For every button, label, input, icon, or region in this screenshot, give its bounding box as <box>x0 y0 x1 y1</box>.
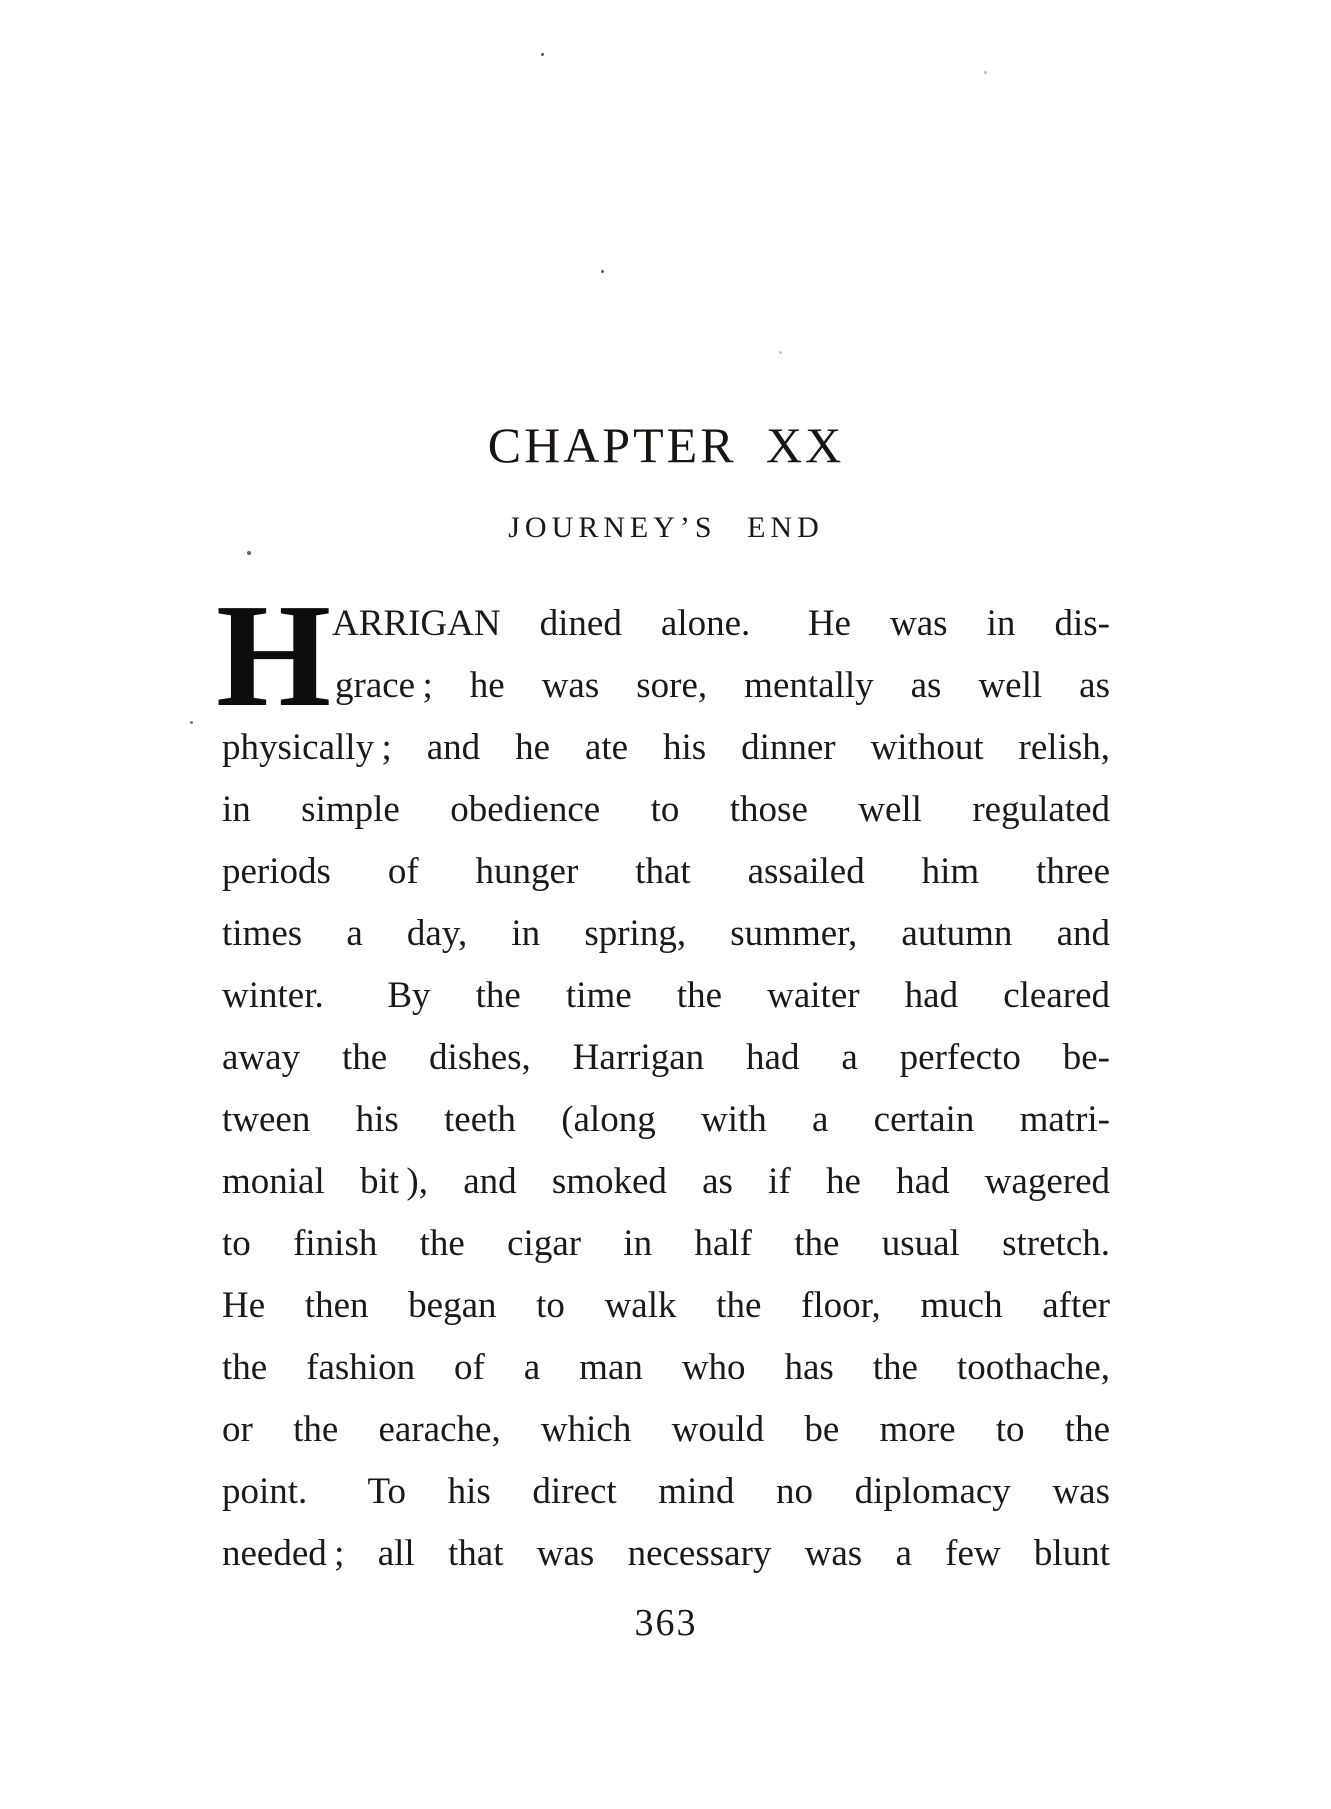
section-subtitle: JOURNEY’S END <box>508 511 824 544</box>
drop-cap-letter: H <box>216 574 332 738</box>
text-line: grace ; he was sore, mentally as well as <box>335 665 1110 706</box>
text-line: ARRIGAN dined alone. He was in dis- <box>332 603 1110 644</box>
text-line: monial bit ), and smoked as if he had wagered <box>222 1161 1110 1202</box>
text-line: winter. By the time the waiter had cleared <box>222 975 1110 1016</box>
scan-speck <box>984 71 987 74</box>
text-line: times a day, in spring, summer, autumn and <box>222 913 1110 954</box>
text-line: point. To his direct mind no diplomacy was <box>222 1471 1110 1512</box>
chapter-title: CHAPTER XX <box>487 417 845 473</box>
text-line: tween his teeth (along with a certain matri- <box>222 1099 1110 1140</box>
text-line: needed ; all that was necessary was a few blunt <box>222 1533 1110 1574</box>
text-line: physically ; and he ate his dinner without relish, <box>222 727 1110 768</box>
text-line: away the dishes, Harrigan had a perfecto be- <box>222 1037 1110 1078</box>
text-line: to finish the cigar in half the usual stretch. <box>222 1223 1110 1264</box>
scan-speck <box>247 551 251 555</box>
scan-speck <box>601 270 604 273</box>
scan-speck <box>779 351 782 354</box>
paragraph <box>216 574 1110 1585</box>
text-line: He then began to walk the floor, much after <box>222 1285 1110 1326</box>
page-number: 363 <box>634 1602 698 1644</box>
text-line: or the earache, which would be more to the <box>222 1409 1110 1450</box>
text-line: periods of hunger that assailed him three <box>222 851 1110 892</box>
scan-speck <box>190 721 193 724</box>
text-line: in simple obedience to those well regulated <box>222 789 1110 830</box>
text-line: the fashion of a man who has the toothache, <box>222 1347 1110 1388</box>
scan-speck <box>541 53 544 56</box>
